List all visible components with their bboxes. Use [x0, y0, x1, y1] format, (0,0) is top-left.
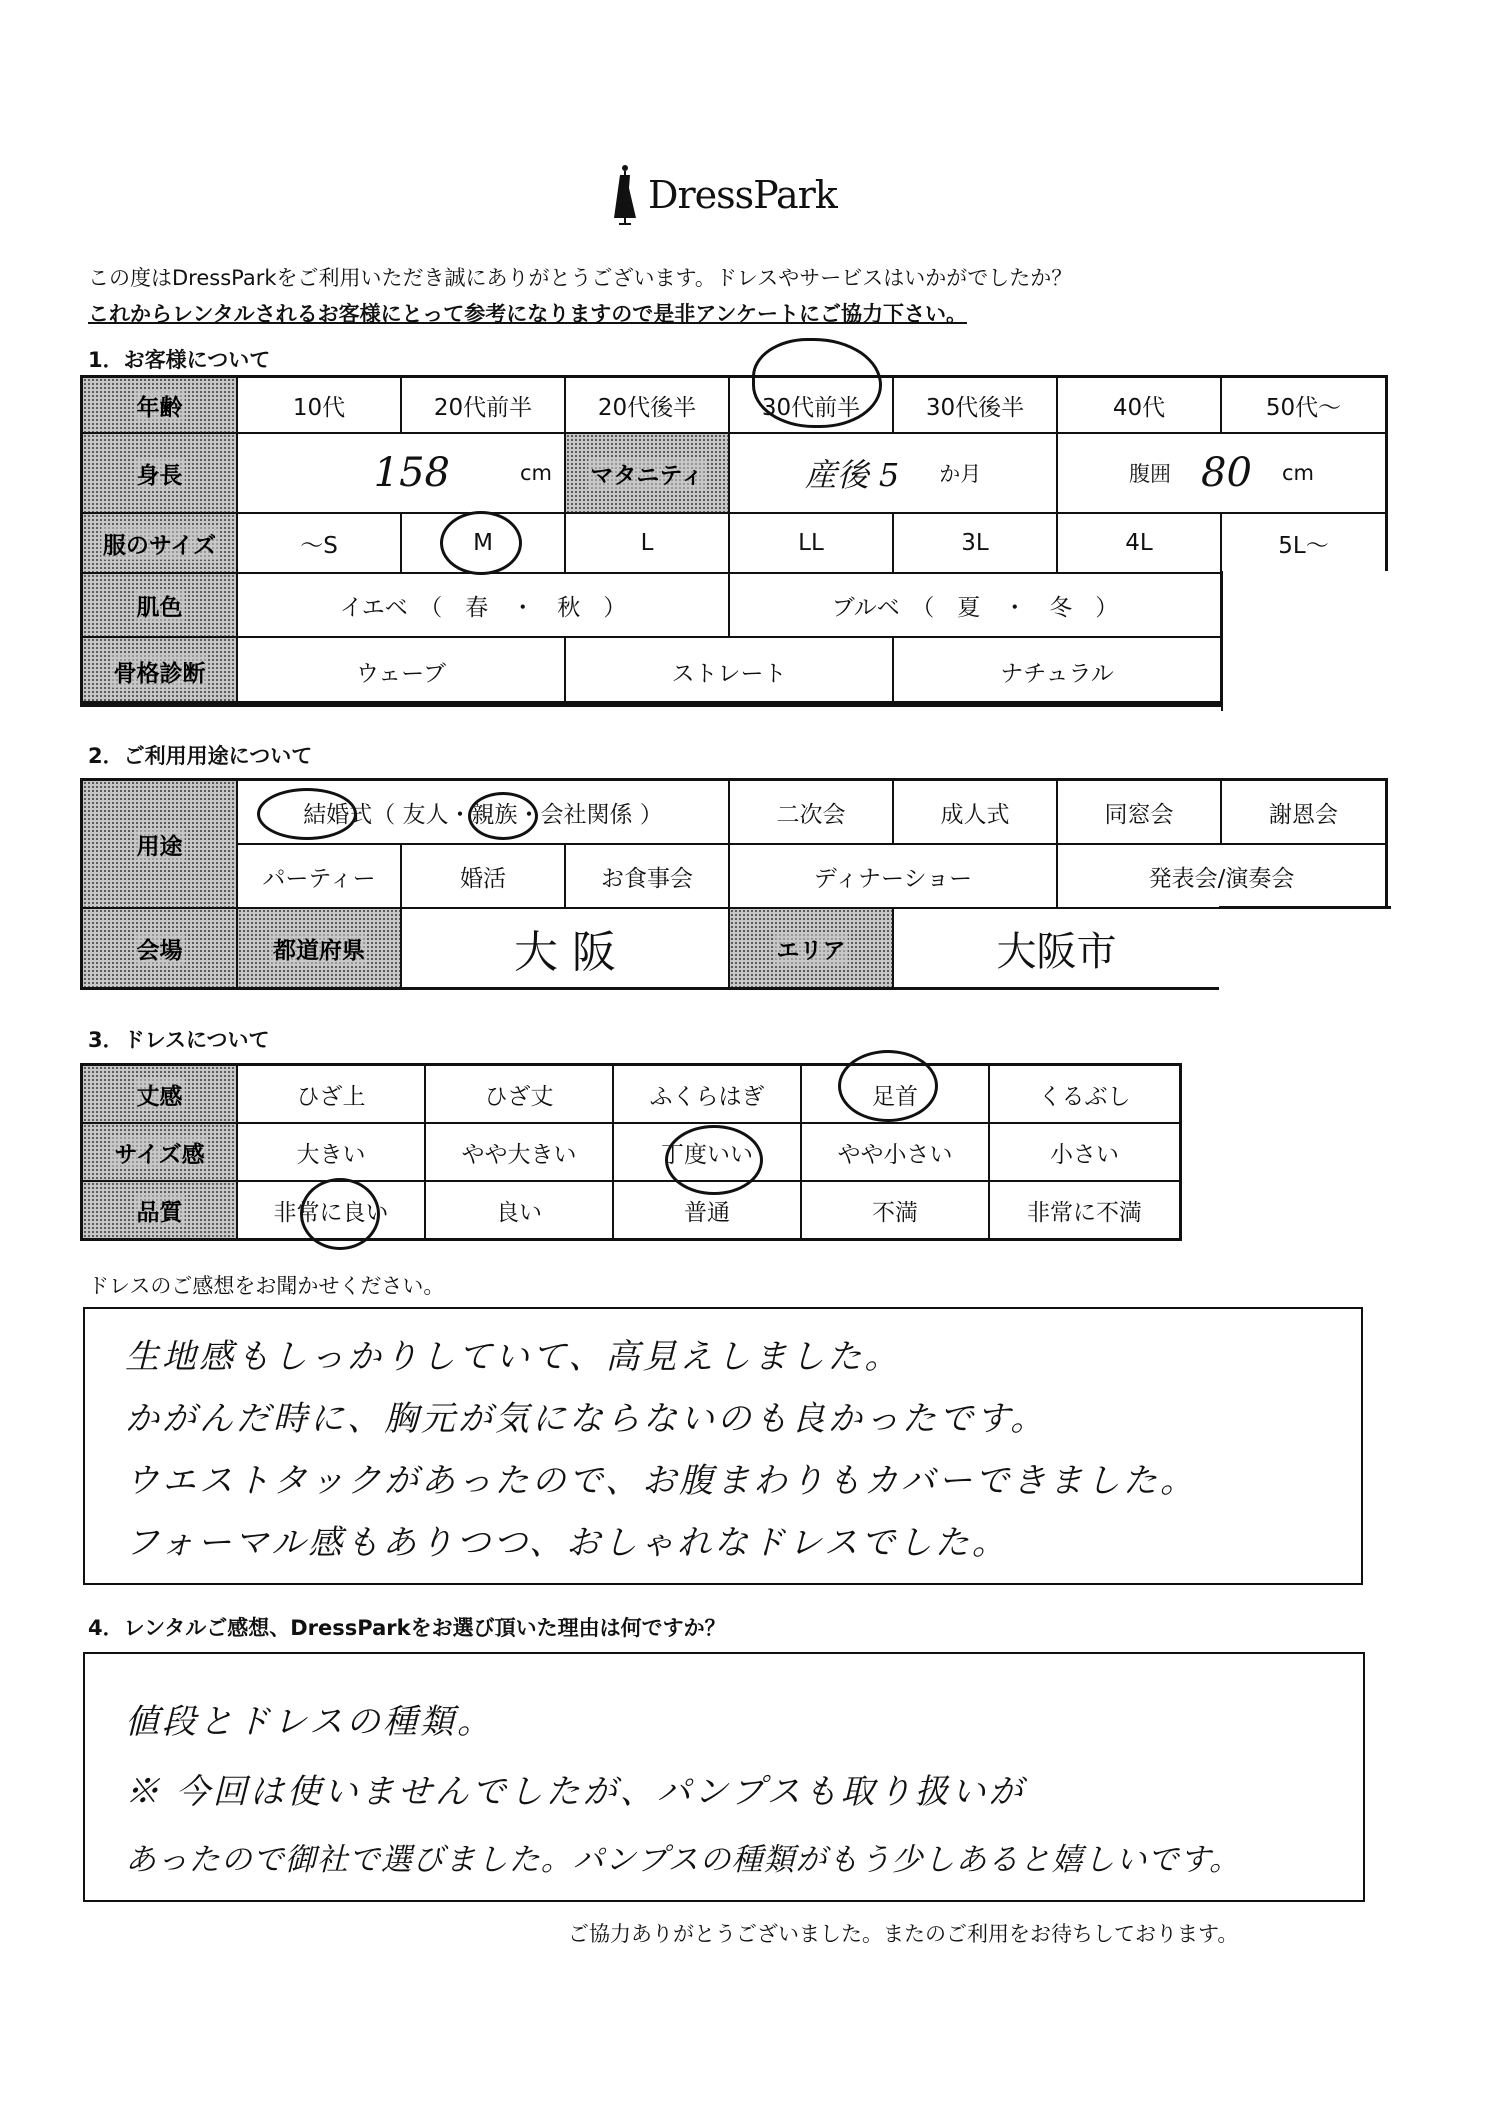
length-option[interactable]: ふくらはぎ [614, 1066, 802, 1124]
length-option[interactable]: ひざ上 [238, 1066, 426, 1124]
purpose-label: 用途 [83, 781, 238, 909]
reason-line: あったので御社で選びました。パンプスの種類がもう少しあると嬉しいです。 [125, 1842, 1241, 1878]
fit-option[interactable]: 大きい [238, 1124, 426, 1182]
section-3-title: 3．ドレスについて [88, 1028, 270, 1052]
waist-label: 腹囲 [1129, 462, 1172, 486]
impression-line: フォーマル感もありつつ、おしゃれなドレスでした。 [125, 1523, 1009, 1563]
reason-line: ※ 今回は使いませんでしたが、パンプスも取り扱いが [125, 1772, 1026, 1812]
skeleton-option[interactable]: ストレート [566, 638, 894, 704]
purpose-option[interactable]: ディナーショー [730, 845, 1058, 909]
area-field[interactable] [894, 909, 1222, 987]
table-bottom-rule [80, 701, 1223, 704]
waist-value: 80 [1201, 450, 1252, 496]
table-divider [1221, 571, 1223, 704]
quality-option[interactable]: 普通 [614, 1182, 802, 1238]
fit-option[interactable]: 小さい [990, 1124, 1179, 1182]
intro-line-1: この度はDressParkをご利用いただき誠にありがとうございます。ドレスやサービスはいかがでしたか？ [88, 266, 1073, 290]
size-label: 服のサイズ [83, 514, 238, 574]
size-option[interactable]: L [566, 514, 730, 574]
length-option-selected[interactable]: 足首 [802, 1066, 990, 1124]
prefecture-label: 都道府県 [238, 909, 402, 987]
age-option[interactable]: 50代～ [1222, 378, 1385, 434]
maternity-label: マタニティ [566, 434, 730, 514]
age-option[interactable]: 10代 [238, 378, 402, 434]
impression-line: 生地感もしっかりしていて、高見えしました。 [125, 1337, 902, 1377]
length-option[interactable]: ひざ丈 [426, 1066, 614, 1124]
purpose-option[interactable]: 同窓会 [1058, 781, 1222, 845]
intro-line-2: これからレンタルされるお客様にとって参考になりますので是非アンケートにご協力下さい。 [88, 302, 967, 326]
skin-option-blue-base[interactable]: ブルベ （ 夏 ・ 冬 ） [730, 574, 1222, 638]
waist-unit: cm [1281, 461, 1314, 485]
quality-label: 品質 [83, 1182, 238, 1238]
reason-textarea[interactable] [83, 1652, 1365, 1902]
skeleton-option[interactable]: ウェーブ [238, 638, 566, 704]
purpose-option[interactable]: 成人式 [894, 781, 1058, 845]
fit-option-selected[interactable]: 丁度いい [614, 1124, 802, 1182]
section-2-title: 2．ご利用用途について [88, 744, 313, 768]
height-unit: cm [519, 461, 552, 485]
skin-label: 肌色 [83, 574, 238, 638]
age-option[interactable]: 30代後半 [894, 378, 1058, 434]
blank-area [1219, 906, 1394, 996]
dresspark-logo [612, 160, 837, 230]
footer-thanks: ご協力ありがとうございました。またのご利用をお待ちしております。 [568, 1922, 1239, 1946]
purpose-option[interactable]: パーティー [238, 845, 402, 909]
dress-silhouette-icon [612, 164, 638, 226]
dress-table [80, 1063, 1182, 1241]
length-label: 丈感 [83, 1066, 238, 1124]
size-option[interactable]: LL [730, 514, 894, 574]
purpose-option[interactable]: 婚活 [402, 845, 566, 909]
size-option[interactable]: 4L [1058, 514, 1222, 574]
section-4-title: 4．レンタルご感想、DressParkをお選び頂いた理由は何ですか？ [88, 1616, 726, 1640]
size-option[interactable]: 3L [894, 514, 1058, 574]
length-option[interactable]: くるぶし [990, 1066, 1179, 1124]
height-label: 身長 [83, 434, 238, 514]
impression-title: ドレスのご感想をお聞かせください。 [88, 1274, 445, 1298]
height-field[interactable] [238, 434, 566, 514]
impression-line: かがんだ時に、胸元が気にならないのも良かったです。 [125, 1399, 1048, 1439]
purpose-option[interactable]: 発表会/演奏会 [1058, 845, 1388, 909]
venue-label: 会場 [83, 909, 238, 987]
purpose-option[interactable]: 謝恩会 [1222, 781, 1388, 845]
quality-option[interactable]: 不満 [802, 1182, 990, 1238]
prefecture-field[interactable] [402, 909, 730, 987]
age-option[interactable]: 20代後半 [566, 378, 730, 434]
age-option[interactable]: 20代前半 [402, 378, 566, 434]
reason-line: 値段とドレスの種類。 [125, 1702, 494, 1742]
purpose-option[interactable]: お食事会 [566, 845, 730, 909]
size-option-selected[interactable]: M [402, 514, 566, 574]
age-label: 年齢 [83, 378, 238, 434]
maternity-field[interactable] [730, 434, 1058, 514]
usage-table [80, 778, 1388, 990]
section-1-title: 1．お客様について [88, 348, 271, 372]
quality-option[interactable]: 良い [426, 1182, 614, 1238]
skin-option-yellow-base[interactable]: イエベ （ 春 ・ 秋 ） [238, 574, 730, 638]
logo-text: DressPark [648, 173, 837, 217]
impression-line: ウエストタックがあったので、お腹まわりもカバーできました。 [125, 1461, 1197, 1501]
skeleton-option[interactable]: ナチュラル [894, 638, 1222, 704]
size-option[interactable]: 5L～ [1222, 514, 1385, 574]
prefecture-value: 大 阪 [514, 927, 616, 978]
table-rule [1219, 906, 1391, 909]
fit-label: サイズ感 [83, 1124, 238, 1182]
fit-option[interactable]: やや大きい [426, 1124, 614, 1182]
skeleton-label: 骨格診断 [83, 638, 238, 704]
area-value: 大阪市 [996, 928, 1117, 975]
maternity-unit: か月 [939, 462, 982, 486]
waist-field[interactable] [1058, 434, 1385, 514]
maternity-value: 産後 5 [804, 456, 900, 494]
size-option[interactable]: ～S [238, 514, 402, 574]
height-value: 158 [373, 450, 450, 496]
purpose-option[interactable]: 二次会 [730, 781, 894, 845]
customer-info-table [80, 375, 1388, 707]
age-option-selected[interactable]: 30代前半 [730, 378, 894, 434]
fit-option[interactable]: やや小さい [802, 1124, 990, 1182]
age-option[interactable]: 40代 [1058, 378, 1222, 434]
purpose-wedding[interactable]: 結婚式（ 友人・親族・会社関係 ） [238, 781, 730, 845]
area-label: エリア [730, 909, 894, 987]
quality-option-selected[interactable]: 非常に良い [238, 1182, 426, 1238]
quality-option[interactable]: 非常に不満 [1027, 1199, 1142, 1226]
blank-area [1221, 571, 1393, 711]
impression-textarea[interactable] [83, 1307, 1363, 1585]
